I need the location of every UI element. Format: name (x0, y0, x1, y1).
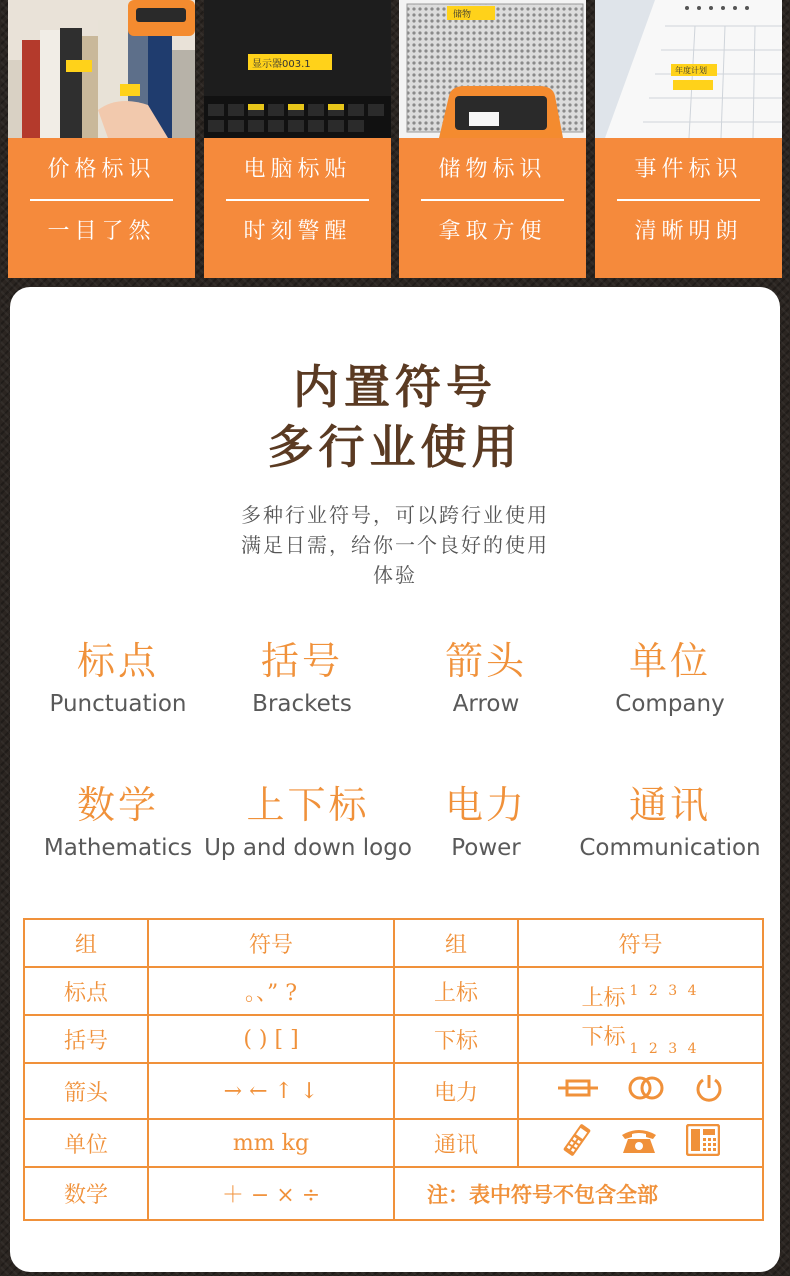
card-title: 储物标识 (438, 157, 547, 182)
superscript-prefix: 上标 (581, 985, 626, 1011)
card-title: 电脑标贴 (243, 157, 352, 182)
row-symbols: ( ) [ ] (243, 1026, 299, 1052)
card-divider (617, 199, 760, 201)
category-communication (570, 774, 770, 861)
storage-photo (399, 0, 586, 138)
row-symbols: 。、” ? (244, 980, 298, 1006)
superscript-sample (519, 968, 762, 1014)
keyboard-photo (204, 0, 391, 138)
category-zh: 标点 (76, 639, 159, 683)
card-storage-label (399, 0, 586, 278)
category-zh: 单位 (628, 639, 711, 683)
table-note: 注：表中符号不包含全部 (427, 1182, 658, 1207)
heading-line2: 多行业使用 (267, 420, 523, 474)
category-power (386, 774, 586, 861)
row-group: 括号 (63, 1028, 108, 1054)
card-computer-label (204, 0, 391, 278)
row-group: 数学 (63, 1183, 108, 1208)
category-company (570, 630, 770, 717)
row-group: 电力 (433, 1080, 478, 1106)
row-symbols: ＋ − × ÷ (221, 1183, 321, 1208)
category-zh: 电力 (444, 783, 527, 827)
category-en: Brackets (252, 691, 352, 717)
row-group: 单位 (63, 1132, 108, 1158)
card-divider (226, 199, 369, 201)
fuse-icon (558, 1076, 598, 1106)
category-punctuation (18, 630, 218, 717)
category-zh: 括号 (260, 639, 343, 683)
card-divider (30, 199, 173, 201)
feature-cards (0, 0, 790, 280)
card-subtitle: 时刻警醒 (243, 219, 352, 244)
coils-icon (626, 1075, 666, 1107)
category-en: Power (451, 835, 521, 861)
header-group: 组 (74, 932, 97, 958)
card-event-label (595, 0, 782, 278)
card-title: 事件标识 (634, 157, 743, 182)
card-title: 价格标识 (47, 157, 156, 182)
card-divider (421, 199, 564, 201)
storage-tag: 储物 (453, 10, 472, 20)
category-zh: 数学 (76, 783, 159, 827)
category-en: Up and down logo (204, 835, 412, 861)
monitor-tag: 显示器003.1 (252, 59, 311, 70)
row-group: 上标 (433, 980, 478, 1006)
subscript-sample (519, 1016, 762, 1062)
category-zh: 通讯 (628, 783, 711, 827)
category-arrow (386, 630, 586, 717)
description-line3: 体验 (373, 563, 417, 587)
category-mathematics (18, 774, 218, 861)
category-brackets (202, 630, 402, 717)
row-group: 下标 (433, 1028, 478, 1054)
description-line1: 多种行业符号，可以跨行业使用 (241, 503, 549, 527)
row-symbols: mm kg (232, 1130, 310, 1156)
category-en: Company (615, 691, 725, 717)
event-tag: 年度计划 (675, 66, 707, 75)
telephone-icon (620, 1125, 658, 1161)
fax-icon (686, 1124, 720, 1162)
calendar-photo (595, 0, 782, 138)
row-symbols: → ← ↑ ↓ (223, 1078, 319, 1104)
power-icons (519, 1064, 762, 1118)
symbol-table (23, 918, 764, 1221)
content-panel (10, 287, 780, 1272)
power-icon (694, 1073, 724, 1109)
row-group: 通讯 (433, 1132, 478, 1158)
category-en: Arrow (452, 691, 520, 717)
superscript-digits: 1 2 3 4 (629, 983, 700, 999)
header-symbol: 符号 (248, 932, 293, 958)
mobile-phone-icon (562, 1123, 592, 1163)
row-group: 箭头 (63, 1080, 108, 1106)
subscript-prefix: 下标 (581, 1024, 626, 1050)
category-zh: 上下标 (246, 783, 370, 827)
heading-line1: 内置符号 (293, 360, 497, 414)
header-group: 组 (444, 932, 467, 958)
card-subtitle: 一目了然 (47, 219, 156, 244)
bookshelf-photo (8, 0, 195, 138)
row-group: 标点 (63, 980, 108, 1006)
category-en: Mathematics (43, 835, 193, 861)
card-subtitle: 拿取方便 (438, 219, 547, 244)
card-subtitle: 清晰明朗 (634, 219, 743, 244)
category-sub-superscript (200, 774, 416, 861)
subscript-digits: 1 2 3 4 (629, 1041, 700, 1057)
header-symbol: 符号 (618, 932, 663, 958)
category-en: Communication (579, 835, 761, 861)
category-en: Punctuation (49, 691, 187, 717)
card-price-label (8, 0, 195, 278)
description-line2: 满足日需，给你一个良好的使用 (241, 533, 549, 557)
category-zh: 箭头 (444, 639, 527, 683)
communication-icons (519, 1120, 762, 1166)
